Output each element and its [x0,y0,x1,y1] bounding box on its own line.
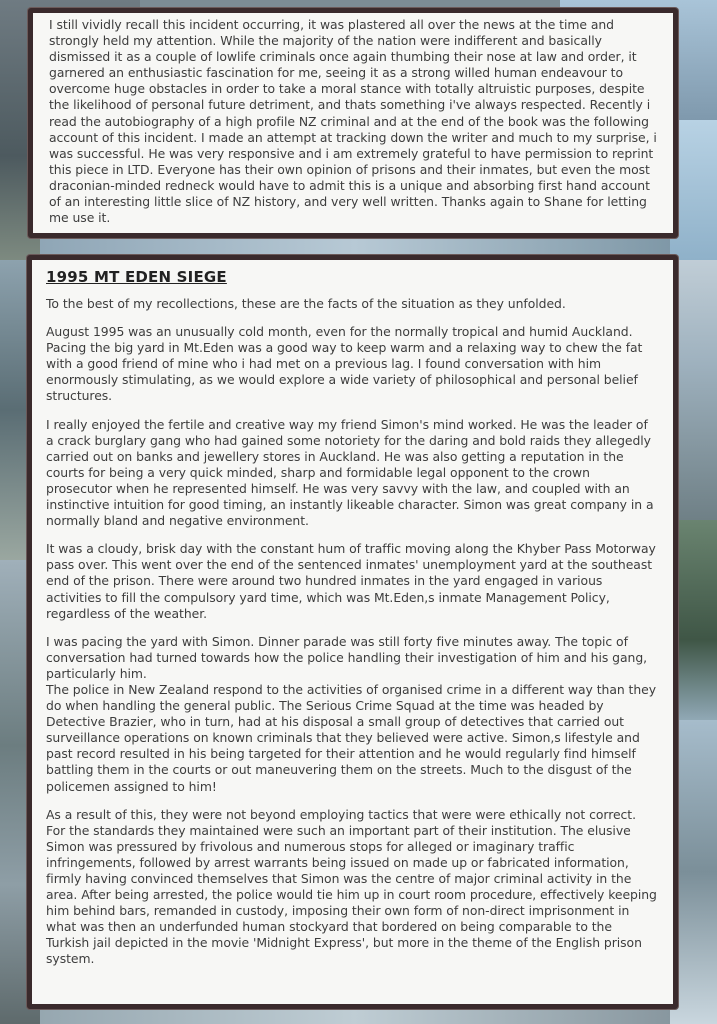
article-paragraph-3: I really enjoyed the fertile and creative way my friend Simon's mind worked. He was the leader of a crack burglary gang who had gained some notoriety for the daring and bold raids they allegedly carried out on banks and jewellery stores in Auckland. He was also getting a reputation in the courts for being a very quick minded, sharp and formidable legal opponent to the crown prosecutor when he represented himself. He was very savvy with the law, and coupled with an instinctive intuition for good timing, an instantly likeable character. Simon was great company in a normally bland and negative environment. [46,416,654,529]
article-title: 1995 MT EDEN SIEGE [46,268,227,286]
article-paragraph-4: It was a cloudy, brisk day with the constant hum of traffic moving along the Khyber Pass Motorway pass over. This went over the end of the sentenced inmates' unemployment yard at the southeast end of the prison. There were around two hundred inmates in the yard engaged in various activities to fill the compulsory yard time, which was Mt.Eden,s inmate Management Policy, regardless of the weather. [46,541,656,621]
article-panel [27,255,678,1009]
article-paragraph-1: To the best of my recollections, these are the facts of the situation as they unfolded. [46,296,566,311]
article-paragraph-7: As a result of this, they were not beyond employing tactics that were were ethically not correct. For the standards they maintained were such an important part of their institution. The elusive Simon was pressured by frivolous and numerous stops for alleged or imaginary traffic infringements, followed by arrest warrants being issued on made up or fabricated information, firmly having convinced themselves that Simon was the centre of major criminal activity in the area. After being arrested, the police would tie him up in court room procedure, effectively keeping him behind bars, remanded in custody, imposing their own form of non-direct imprisonment in what was then an underfunded human stockyard that bordered on being comparable to the Turkish jail depicted in the movie 'Midnight Express', but more in the theme of the English prison system. [46,806,657,967]
article-paragraph-2: August 1995 was an unusually cold month, even for the normally tropical and humid Auckland. Pacing the big yard in Mt.Eden was a good way to keep warm and a relaxing way to chew the fat with a good friend of mine who i had met on a previous lag. I found conversation with him enormously stimulating, as we would explore a wide variety of philosophical and personal belief structures. [46,324,643,404]
intro-text: I still vividly recall this incident occurring, it was plastered all over the news at the time and strongly held my attention. While the majority of the nation were indifferent and basically dismissed it as a couple of lowlife criminals once again thumbing their nose at law and order, it garnered an enthusiastic fascination for me, seeing it as a strong willed human endeavour to overcome huge obstacles in order to take a moral stance with totally altruistic purposes, despite the likelihood of personal future detriment, and thats something i've always respected. Recently i read the autobiography of a high profile NZ criminal and at the end of the book was the following account of this incident. I made an attempt at tracking down the writer and much to my surprise, i was successful. He was very responsive and i am extremely grateful to have permission to reprint this piece in LTD. Everyone has their own opinion of prisons and their inmates, but even the most draconian-minded redneck would have to admit this is a unique and absorbing first hand account of an interesting little slice of NZ history, and very well written. Thanks again to Shane for letting me use it. [49,17,657,226]
intro-panel [28,8,678,238]
article-paragraph-6: The police in New Zealand respond to the activities of organised crime in a different way than they do when handling the general public. The Serious Crime Squad at the time was headed by Detective Brazier, who in turn, had at his disposal a small group of detectives that carried out surveillance operations on known criminals that they believed were active. Simon,s lifestyle and past record resulted in his being targeted for their attention and he would regularly find himself battling them in the courts or out maneuvering them on the streets. Much to the disgust of the policemen assigned to him! [46,681,657,794]
article-paragraph-5: I was pacing the yard with Simon. Dinner parade was still forty five minutes away. The topic of conversation had turned towards how the police handling their investigation of him and his gang, particularly him. [46,633,648,681]
